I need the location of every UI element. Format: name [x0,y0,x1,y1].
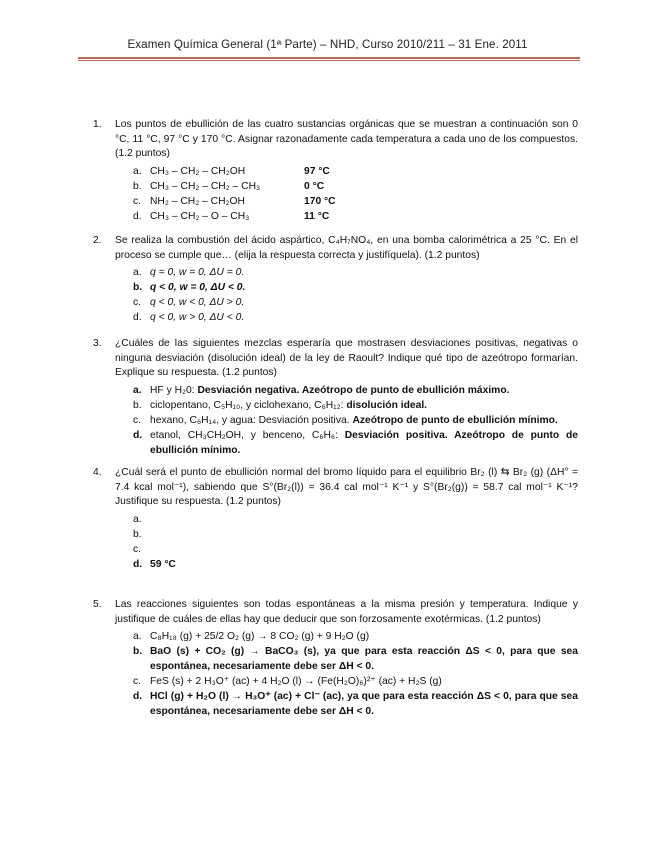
option-value: 170 °C [304,195,336,207]
option-d [133,310,578,325]
option-d [133,428,578,458]
option-text: HCl (g) + H₂O (l) → H₃O⁺ (ac) + Cl⁻ (ac), ya que para esta reacción ΔS < 0, para que sea espontánea, necesariamente debe ser ΔH < 0. [150,691,578,718]
question-text: ¿Cuáles de las siguientes mezclas esperaría que mostrasen desviaciones positivas, negativas o ninguna desviación (disolución ideal) de la ley de Raoult? Indique qué tipo de azeótropo formarían. Explique su respuesta. (1.2 puntos) [115,338,578,379]
option-b [133,179,578,194]
option-formula: CH₃ – CH₂ – CH₂OH [150,165,246,177]
option-value: 97 °C [304,165,330,177]
option-c [133,413,578,428]
option-d [133,557,578,572]
option-letter: b. [133,646,143,658]
option-letter: c. [133,297,142,309]
option-mixture: hexano, C₆H₁₄, y agua: Desviación positiva. [150,414,353,426]
option-c [133,194,578,209]
option-text: q = 0, w = 0, ΔU = 0. [150,267,245,279]
question-1 [93,118,578,224]
option-formula: CH₃ – CH₂ – CH₂ – CH₃ [150,180,261,192]
header-rule-thin [78,60,580,61]
option-text: 59 °C [150,558,176,570]
options-list [133,512,578,572]
question-text: Se realiza la combustión del ácido aspártico, C₄H₇NO₄, en una bomba calorimétrica a 25 °C. En el proceso se cumple que… (elija la respuesta correcta y justifíquela). (1.2 puntos) [115,235,578,261]
question-3 [93,337,578,458]
question-number: 5. [93,599,102,610]
option-d [133,209,578,224]
option-letter: b. [133,180,142,192]
option-letter: b. [133,282,143,294]
option-answer: disolución ideal. [346,399,428,411]
option-answer: Azeótropo de punto de ebullición mínimo. [352,414,558,426]
question-number: 4. [93,467,102,478]
option-letter: c. [133,195,142,207]
option-b [133,644,578,674]
header-title: Examen Química General (1ª Parte) – NHD, Curso 2010/211 – 31 Ene. 2011 [127,38,528,51]
option-letter: a. [133,267,142,279]
option-mixture: ciclopentano, C₅H₁₀, y ciclohexano, C₆H₁₂: [150,399,347,411]
option-a [133,164,578,179]
option-c [133,542,578,557]
option-letter: d. [133,429,143,441]
options-list [133,265,578,325]
question-5 [93,598,578,719]
option-letter: a. [133,165,142,177]
option-letter: a. [133,513,142,525]
option-mixture: etanol, CH₃CH₂OH, y benceno, C₆H₆: [150,429,345,441]
question-number: 2. [93,235,102,246]
question-number: 3. [93,338,102,349]
question-number: 1. [93,119,102,130]
option-letter: d. [133,210,142,222]
option-text: C₈H₁₈ (g) + 25/2 O₂ (g) → 8 CO₂ (g) + 9 H₂O (g) [150,631,370,643]
option-value: 11 °C [304,210,330,222]
option-text: BaO (s) + CO₂ (g) → BaCO₃ (s), ya que para esta reacción ΔS < 0, para que sea espontánea, necesariamente debe ser ΔH < 0. [150,646,578,673]
option-a [133,383,578,398]
question-text: Los puntos de ebullición de las cuatro sustancias orgánicas que se muestran a continuación son 0 °C, 11 °C, 97 °C y 170 °C. Asignar razonadamente cada temperatura a cada uno de los compuestos. (1.2 puntos) [115,119,578,160]
option-letter: c. [133,414,142,426]
option-letter: b. [133,528,142,540]
option-letter: c. [133,676,142,688]
option-letter: d. [133,691,143,703]
question-2 [93,234,578,325]
option-a [133,512,578,527]
option-letter: b. [133,399,142,411]
options-list [133,629,578,719]
option-c [133,674,578,689]
option-b [133,527,578,542]
header-rule [78,57,580,59]
option-text: q < 0, w > 0, ΔU < 0. [150,312,245,324]
option-formula: NH₂ – CH₂ – CH₂OH [150,195,245,207]
question-text: Las reacciones siguientes son todas espontáneas a la misma presión y temperatura. Indique y justifique de cuáles de ellas hay que deducir que son forzosamente exotérmicas. (1.2 puntos) [115,599,578,625]
option-a [133,265,578,280]
option-text: FeS (s) + 2 H₃O⁺ (ac) + 4 H₂O (l) → (Fe(H₂O)₆)²⁺ (ac) + H₂S (g) [150,676,442,688]
option-letter: a. [133,631,142,643]
option-answer: Desviación positiva. Azeótropo de punto de ebullición mínimo. [150,429,578,456]
option-d [133,689,578,719]
option-b [133,398,578,413]
option-letter: d. [133,312,142,324]
option-mixture: HF y H₂0: [150,384,198,396]
option-formula: CH₃ – CH₂ – O – CH₃ [150,210,250,222]
option-text: q < 0, w < 0, ΔU > 0. [150,297,245,309]
option-text: q < 0, w = 0, ΔU < 0. [150,282,246,294]
option-b [133,280,578,295]
option-letter: c. [133,543,142,555]
option-value: 0 °C [304,180,325,192]
option-c [133,295,578,310]
options-list [133,164,578,224]
question-text: ¿Cuál será el punto de ebullición normal del bromo líquido para el equilibrio Br₂ (l) ⇆ Br₂ (g) (ΔH° = 7.4 kcal mol⁻¹), sabiendo que S°(Br₂(l)) = 36.4 cal mol⁻¹ K⁻¹ y S°(Br₂(g)) = 58.7 cal mol⁻¹ K⁻¹? Justifique su respuesta. (1.2 puntos) [115,467,578,508]
option-a [133,629,578,644]
question-4 [93,466,578,572]
options-list [133,383,578,458]
option-answer: Desviación negativa. Azeótropo de punto de ebullición máximo. [197,384,510,396]
option-letter: d. [133,558,143,570]
option-letter: a. [133,384,142,396]
